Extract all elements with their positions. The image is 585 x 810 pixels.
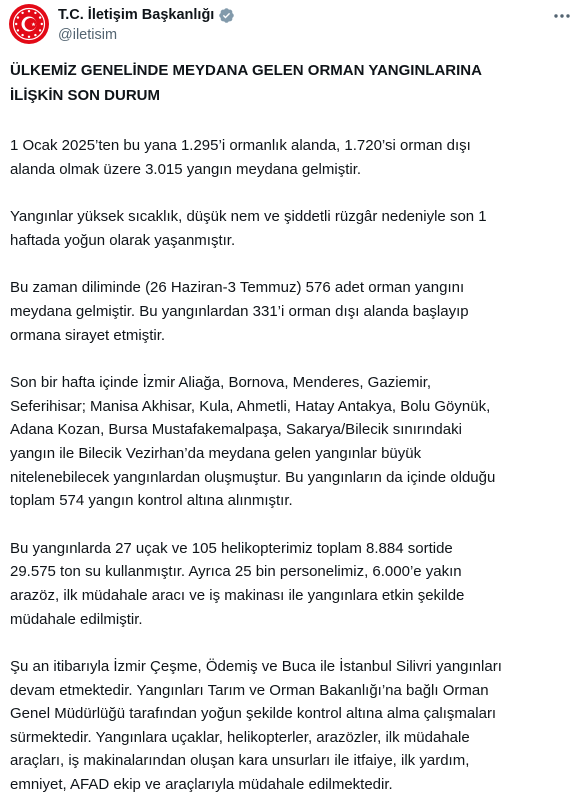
- account-handle[interactable]: @iletisim: [58, 27, 118, 43]
- tweet-paragraph: Bu zaman diliminde (26 Haziran-3 Temmuz) 576 adet orman yangını meydana gelmiştir. Bu yangınlardan 331’i orman dışı alanda başlayıp ormana sirayet etmiştir.: [10, 279, 469, 344]
- tweet-paragraph: 1 Ocak 2025’ten bu yana 1.295’i ormanlık alanda, 1.720’si orman dışı alanda olmak üzere 3.015 yangın meydana gelmiştir.: [10, 137, 471, 178]
- more-options-button[interactable]: [549, 4, 575, 28]
- tweet-paragraph: Şu an itibarıyla İzmir Çeşme, Ödemiş ve Buca ile İstanbul Silivri yangınları devam etmektedir. Yangınları Tarım ve Orman Bakanlığı’na bağlı Orman Genel Müdürlüğü tarafından yoğun şekilde kontrol altına alma çalışmaları sürmektedir. Yangınlara uçaklar, helikopterler, arazözler, ilk müdahale araçları, iş makinalarından oluşan kara unsurları ile itfaiye, ilk yardım, emniyet, AFAD ekip ve araçlarıyla müdahale edilmektedir.: [10, 658, 502, 794]
- avatar[interactable]: [9, 4, 49, 44]
- tweet-paragraph: Son bir hafta içinde İzmir Aliağa, Bornova, Menderes, Gaziemir, Seferihisar; Manisa Akhisar, Kula, Ahmetli, Hatay Antakya, Bolu Göynük, Adana Kozan, Bursa Mustafakemalpaşa, Sakarya/Bilecik sınırındaki yangın ile Bilecik Vezirhan’da meydana gelen yangınlar büyük nitelenebilecek yangınlardan oluşmuştur. Bu yangınların da içinde olduğu toplam 574 yangın kontrol altına alınmıştır.: [10, 374, 496, 510]
- tweet-header: [0, 0, 585, 52]
- tweet-paragraph: Yangınlar yüksek sıcaklık, düşük nem ve şiddetli rüzgâr nedeniyle son 1 haftada yoğun olarak yaşanmıştır.: [10, 208, 487, 249]
- more-horizontal-icon: [549, 4, 575, 28]
- name-row: [58, 5, 235, 25]
- tweet-paragraph: Bu yangınlarda 27 uçak ve 105 helikopterimiz toplam 8.884 sortide 29.575 ton su kullanmıştır. Ayrıca 25 bin personelimiz, 6.000’e yakın arazöz, ilk müdahale aracı ve iş makinası ile yangınlara etkin şekilde müdahale edilmiştir.: [10, 539, 465, 628]
- turkish-emblem-icon: [9, 4, 49, 44]
- tweet-body: [10, 58, 580, 797]
- tweet-title: ÜLKEMİZ GENELİNDE MEYDANA GELEN ORMAN YANGINLARINA İLİŞKİN SON DURUM: [10, 62, 482, 104]
- display-name[interactable]: T.C. İletişim Başkanlığı: [58, 7, 215, 23]
- verified-badge-icon: [218, 7, 235, 24]
